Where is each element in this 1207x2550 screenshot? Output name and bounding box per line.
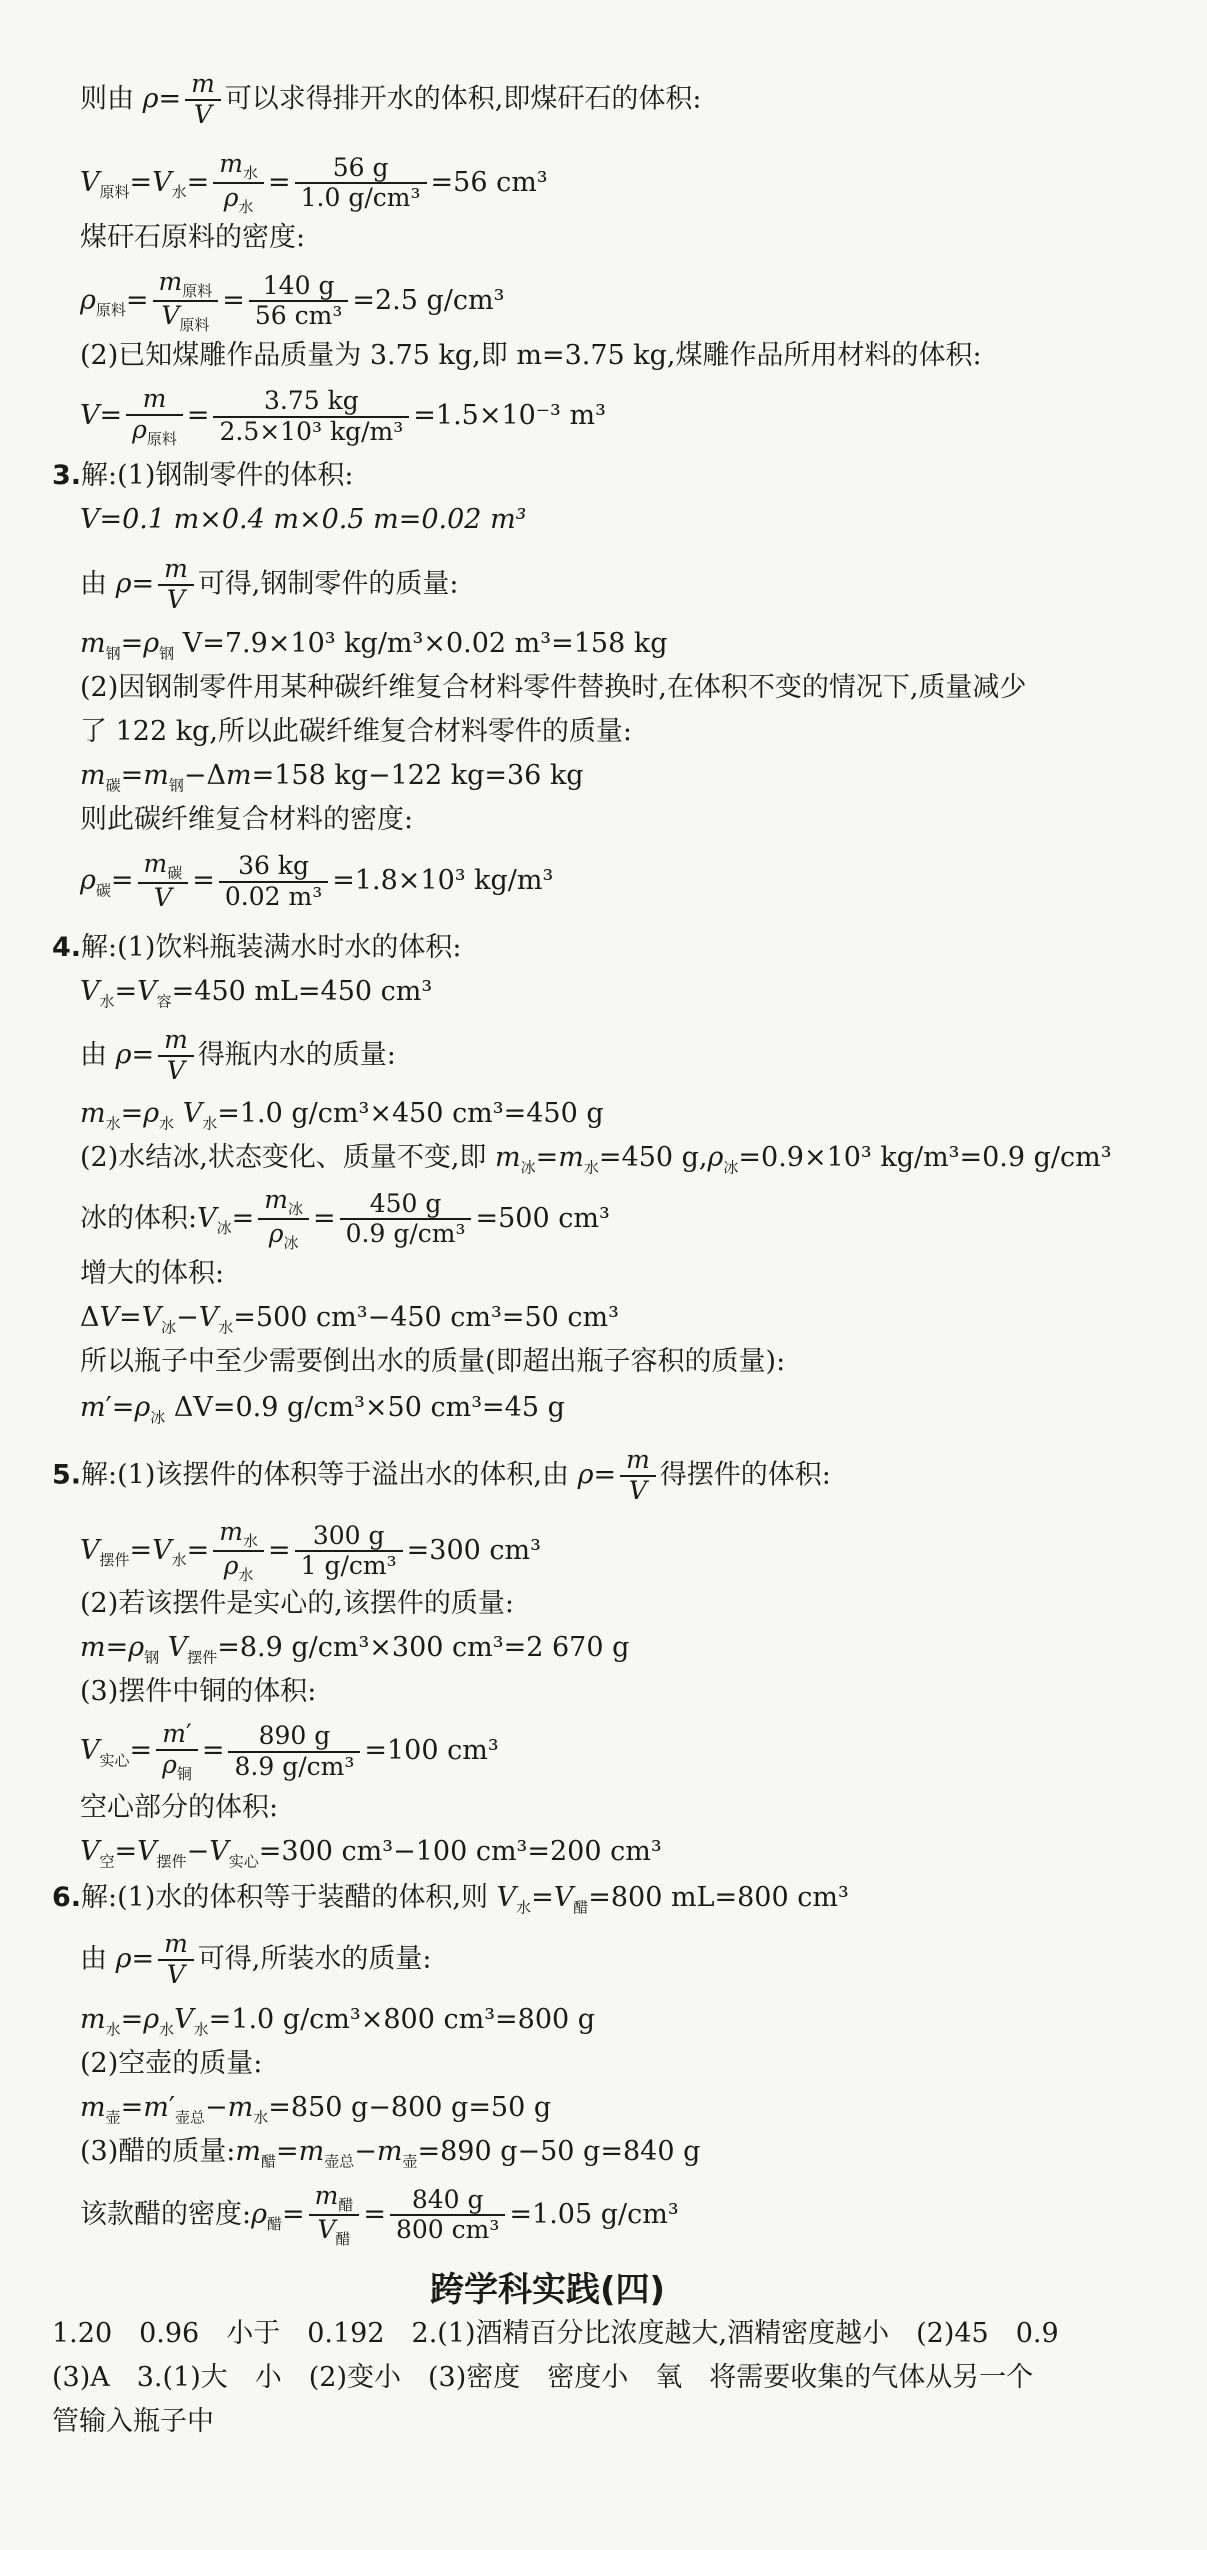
fraction-m-over-v: $\frac{m}{V}$ [158,1930,194,1990]
p5-line6: $V_{实心}=$ $\frac{m'}{\rho_铜}$ = $\frac{890 g}{\text{8.9 g/cm³}}$ =100 cm³ [80,1719,499,1783]
p3-line3: 由 ρ= $\frac{m}{V}$ 可得,钢制零件的质量: [80,554,459,614]
p5-line7: 空心部分的体积: [80,1792,279,1823]
p6-line1: 6.解:(1)水的体积等于装醋的体积,则 $V_水=V_醋=800$ mL=800 cm³ [52,1882,849,1917]
p5-line8: $V_空=V_{摆件}-V_{实心}=300$ cm³−100 cm³=200 cm³ [80,1836,662,1871]
p6-line7: 该款醋的密度$:\rho_醋=$ $\frac{m_醋}{V_醋}$ = $\frac{840 g}{\text{800 cm³}}$ =1.05 g/cm³ [80,2181,679,2249]
p4-line6: 冰的体积$:V_冰=$ $\frac{m_冰}{\rho_冰}$ = $\frac{450 g}{\text{0.9 g/cm³}}$ =500 cm³ [80,1185,610,1253]
p4-line7: 增大的体积: [80,1258,225,1289]
p6-line3: $m_水=\rho_水V_水=1.0$ g/cm³×800 cm³=800 g [80,2004,596,2039]
p3-line8: 则此碳纤维复合材料的密度: [80,804,414,835]
p4-line4: $m_水=\rho_水$ $V_水=1.0$ g/cm³×450 cm³=450 g [80,1098,604,1133]
p3-line9: $\rho_碳=$ $\frac{m_碳}{V}$ = $\frac{36 kg}{\text{0.02 m³}}$ =1.8×10³ kg/m³ [80,849,554,913]
fraction: $\frac{m}{\rho_{原料}}$ [126,385,183,448]
p4-line1: 4.解:(1)饮料瓶装满水时水的体积: [52,932,462,963]
fraction: $\frac{36 kg}{\text{0.02 m³}}$ [219,852,328,912]
p2-line2: $V_{原料}=V_水=$ $\frac{m_水}{\rho_水}$ = $\frac{56 g}{\text{1.0 g/cm³}}$ =56 cm³ [80,149,548,217]
p3-line5: (2)因钢制零件用某种碳纤维复合材料零件替换时,在体积不变的情况下,质量减少 [80,672,1027,703]
fraction: $\frac{56 g}{\text{1.0 g/cm³}}$ [295,154,427,214]
fraction: $\frac{m_{原料}}{V_{原料}}$ [153,268,219,335]
p2-line4: $\rho_{原料}=$ $\frac{m_{原料}}{V_{原料}}$ = $\frac{140 g}{\text{56 cm³}}$ =2.5 g/cm³ [80,267,505,335]
fraction: $\frac{m_水}{\rho_水}$ [213,150,264,217]
fraction: $\frac{3.75 kg}{\text{2.5×10³ kg/m³}}$ [213,387,409,447]
p5-line3: (2)若该摆件是实心的,该摆件的质量: [80,1588,514,1619]
p6-line6: (3)醋的质量$:m_醋=m_{壶总}-m_壶=890$ g−50 g=840 g [80,2136,701,2171]
fraction-m-over-v: $\frac{m}{V}$ [185,70,221,130]
p5-line1: 5.解:(1)该摆件的体积等于溢出水的体积,由 ρ= $\frac{m}{V}$ 得摆件的体积: [52,1445,831,1505]
section-title: 跨学科实践(四) [430,2270,666,2310]
fraction: $\frac{m_碳}{V}$ [138,850,189,913]
p5-line4: $m=\rho_钢$ $V_{摆件}=8.9$ g/cm³×300 cm³=2 670 g [80,1632,630,1667]
p3-line1: 3.解:(1)钢制零件的体积: [52,460,354,491]
p2-line1: 则由 ρ= $\frac{m}{V}$ 可以求得排开水的体积,即煤矸石的体积: [80,69,702,129]
fraction-m-over-v: $\frac{m}{V}$ [158,555,194,615]
p4-line8: $\Delta V=V_冰-V_水=500$ cm³−450 cm³=50 cm³ [80,1302,619,1337]
p3-line4: $m_钢=\rho_钢$ V=7.9×10³ kg/m³×0.02 m³=158 kg [80,628,668,663]
section-answers-line2: (3)A 3.(1)大 小 (2)变小 (3)密度 密度小 氧 将需要收集的气体从另一个 [52,2362,1034,2393]
p3-line6: 了 122 kg,所以此碳纤维复合材料零件的质量: [80,716,633,747]
p2-line6: V= $\frac{m}{\rho_{原料}}$ = $\frac{3.75 kg}{\text{2.5×10³ kg/m³}}$ =1.5×10⁻³ m³ [80,384,606,448]
fraction: $\frac{300 g}{\text{1 g/cm³}}$ [295,1522,403,1582]
p6-line2: 由 ρ= $\frac{m}{V}$ 可得,所装水的质量: [80,1929,432,1989]
p4-line3: 由 ρ= $\frac{m}{V}$ 得瓶内水的质量: [80,1025,396,1085]
p5-line5: (3)摆件中铜的体积: [80,1676,317,1707]
p4-line9: 所以瓶子中至少需要倒出水的质量(即超出瓶子容积的质量): [80,1346,786,1377]
p2-line3: 煤矸石原料的密度: [80,222,306,253]
fraction-m-over-v: $\frac{m}{V}$ [158,1026,194,1086]
fraction: $\frac{m_冰}{\rho_冰}$ [258,1186,309,1253]
section-answers-line3: 管输入瓶子中 [52,2406,214,2437]
section-answers-line1: 1.20 0.96 小于 0.192 2.(1)酒精百分比浓度越大,酒精密度越小 (2)45 0.9 [52,2318,1059,2349]
fraction: $\frac{m_水}{\rho_水}$ [213,1518,264,1585]
fraction: $\frac{840 g}{\text{800 cm³}}$ [390,2186,505,2246]
p3-line2: V=0.1 m×0.4 m×0.5 m=0.02 m³ [80,504,527,535]
fraction: $\frac{m'}{\rho_铜}$ [156,1720,198,1783]
fraction-m-over-v: $\frac{m}{V}$ [620,1446,656,1506]
p5-line2: $V_{摆件}=V_水=$ $\frac{m_水}{\rho_水}$ = $\frac{300 g}{\text{1 g/cm³}}$ =300 cm³ [80,1517,541,1585]
fraction: $\frac{890 g}{\text{8.9 g/cm³}}$ [228,1722,360,1782]
p4-line5: (2)水结冰,状态变化、质量不变,即 $m_冰=m_水=450$ $g,\rho_冰=0.9\times 10^3$ kg/m³=0.9 g/cm³ [80,1142,1112,1177]
p4-line2: $V_水=V_容=450$ mL=450 cm³ [80,976,433,1011]
p4-line10: $m'=\rho_冰$ ΔV=0.9 g/cm³×50 cm³=45 g [80,1392,565,1427]
fraction: $\frac{m_醋}{V_醋}$ [309,2182,360,2249]
fraction: $\frac{450 g}{\text{0.9 g/cm³}}$ [340,1190,472,1250]
p2-line5: (2)已知煤雕作品质量为 3.75 kg,即 m=3.75 kg,煤雕作品所用材料的体积: [80,340,982,371]
fraction: $\frac{140 g}{\text{56 cm³}}$ [249,272,349,332]
p3-line7: $m_碳=m_钢-\Delta m=158$ kg−122 kg=36 kg [80,760,584,795]
p6-line5: $m_壶=m'_{壶总}-m_水=850$ g−800 g=50 g [80,2092,552,2127]
p6-line4: (2)空壶的质量: [80,2048,263,2079]
